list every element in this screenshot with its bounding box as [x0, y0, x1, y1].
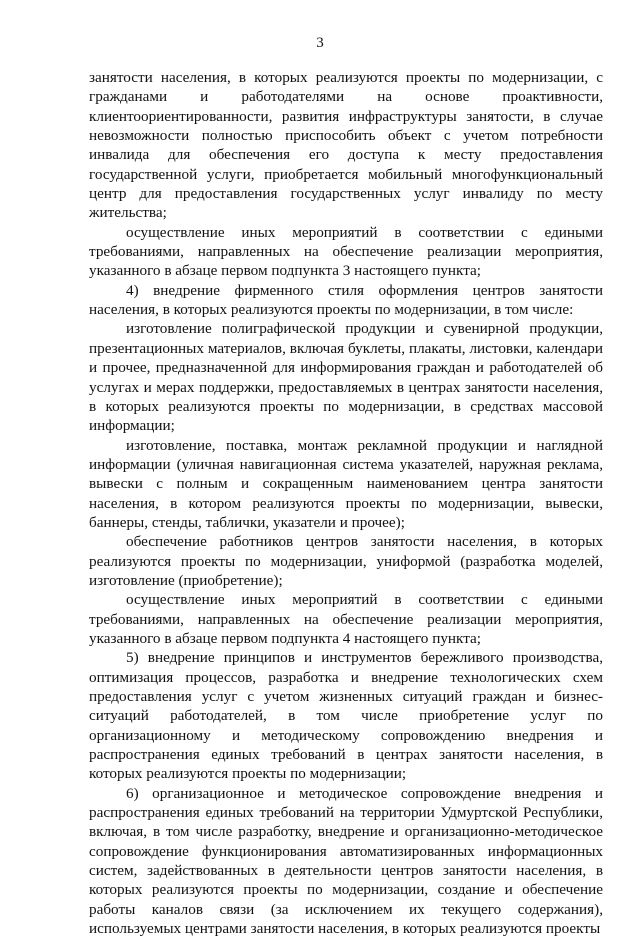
paragraph-item-6: 6) организационное и методическое сопровождение внедрения и распространения единых требований на территории Удмуртской Республики, включая, в том числе разработку, внедрение и организационно-методическое сопровождение функционирования автоматизированных информационных систем, задействованных в деятельности центров занятости населения, в которых реализуются проекты по модернизации, создание и обеспечение работы каналов связи (за исключением их текущего содержания), используемых центрами занятости населения, в которых реализуются проекты	[89, 784, 603, 938]
page-number: 3	[316, 35, 324, 51]
paragraph-item-5: 5) внедрение принципов и инструментов бережливого производства, оптимизация процессов, разработка и внедрение технологических схем предоставления услуг с учетом жизненных ситуаций граждан и бизнес-ситуаций работодателей, в том числе приобретение услуг по организационному и методическому сопровождению внедрения и распространения единых требований в центрах занятости населения, в которых реализуются проекты по модернизации;	[89, 649, 603, 783]
paragraph-other-measures-4: осуществление иных мероприятий в соответствии с едиными требованиями, направленных на обеспечение реализации мероприятия, указанного в абзаце первом подпункта 4 настоящего пункта;	[89, 591, 603, 647]
paragraph-other-measures-3: осуществление иных мероприятий в соответствии с едиными требованиями, направленных на обеспечение реализации мероприятия, указанного в абзаце первом подпункта 3 настоящего пункта;	[89, 223, 603, 280]
paragraph-uniform: обеспечение работников центров занятости населения, в которых реализуются проекты по модернизации, униформой (разработка моделей, изготовление (приобретение);	[89, 533, 603, 589]
paragraph-printing-production: изготовление полиграфической продукции и сувенирной продукции, презентационных материалов, включая буклеты, плакаты, листовки, календари и прочее, предназначенной для информирования граждан и работодателей об услугах и мерах поддержки, предоставляемых в центрах занятости населения, в которых реализуются проекты по модернизации, в средствах массовой информации;	[89, 320, 603, 435]
paragraph-item-4: 4) внедрение фирменного стиля оформления центров занятости населения, в которых реализуются проекты по модернизации, в том числе:	[89, 281, 603, 319]
paragraph-advertising-production: изготовление, поставка, монтаж рекламной продукции и наглядной информации (уличная навигационная система указателей, наружная реклама, вывески с полным и сокращенным наименованием центра занятости населения, в котором реализуются проекты по модернизации, вывески, баннеры, стенды, таблички, указатели и прочее);	[89, 436, 603, 531]
paragraph-continuation: занятости населения, в которых реализуются проекты по модернизации, с гражданами и работодателями на основе проактивности, клиентоориентированности, развития инфраструктуры занятости, в случае невозможности полностью приспособить объект с учетом потребности инвалида для обеспечения его доступа к месту предоставления государственной услуги, приобретается мобильный многофункциональный центр для предоставления государственных услуг инвалиду по месту жительства;	[89, 69, 603, 222]
document-body	[89, 68, 603, 938]
